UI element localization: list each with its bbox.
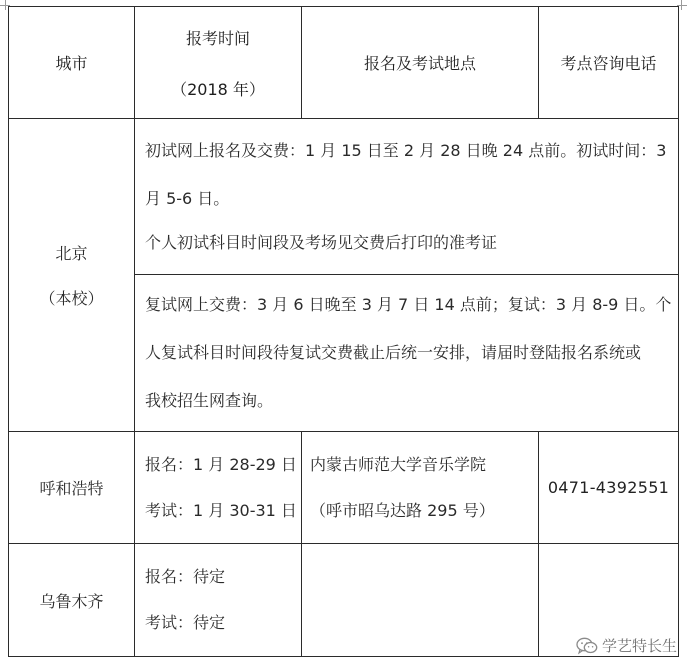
hohhot-phone-cell <box>539 432 679 544</box>
beijing-retest-line-2: 人复试科目时间段待复试交费截止后统一安排，请届时登陆报名系统或 <box>145 343 642 362</box>
city-cell-beijing <box>9 119 135 432</box>
crop-mark-top-right-v <box>681 0 682 10</box>
header-exam-time <box>135 7 302 119</box>
urumqi-time-cell <box>135 544 302 657</box>
wechat-icon <box>576 637 598 655</box>
hohhot-time-cell <box>135 432 302 544</box>
table-header-row <box>9 7 679 119</box>
hohhot-exam: 考试：1 月 30-31 日 <box>145 500 297 520</box>
beijing-prelim-line-3: 个人初试科目时间段及考场见交费后打印的准考证 <box>145 232 498 252</box>
city-cell-urumqi <box>9 544 135 657</box>
table-row-hohhot <box>9 432 679 544</box>
header-exam-time-label: 报考时间 <box>185 28 250 48</box>
hohhot-venue-address: （呼市昭乌达路 295 号） <box>310 500 495 520</box>
beijing-retest-line-3: 我校招生网查询。 <box>145 391 274 410</box>
beijing-prelim-line-2: 月 5-6 日。 <box>145 188 230 208</box>
urumqi-signup: 报名：待定 <box>145 567 226 586</box>
hohhot-venue-name: 内蒙古师范大学音乐学院 <box>310 454 487 474</box>
beijing-retest-line-1: 复试网上交费：3 月 6 日晚至 3 月 7 日 14 点前；复试：3 月 8-9 日。个 <box>145 295 672 314</box>
header-exam-year: （2018 年） <box>171 79 265 99</box>
city-cell-hohhot <box>9 432 135 544</box>
header-city: 城市 <box>9 7 135 119</box>
city-note-beijing: （本校） <box>39 289 104 308</box>
watermark-text: 学艺特长生 <box>601 637 677 655</box>
crop-mark-top-left-v <box>5 0 6 10</box>
urumqi-exam: 考试：待定 <box>145 613 226 632</box>
hohhot-venue-cell <box>302 432 539 544</box>
city-name-hohhot: 呼和浩特 <box>39 479 104 498</box>
beijing-prelim-cell <box>135 119 679 275</box>
wechat-watermark <box>576 635 677 656</box>
header-phone: 考点咨询电话 <box>539 7 679 119</box>
hohhot-signup: 报名：1 月 28-29 日 <box>145 454 297 474</box>
beijing-prelim-line-1: 初试网上报名及交费：1 月 15 日至 2 月 28 日晚 24 点前。初试时间：3 <box>145 140 667 160</box>
beijing-retest-cell <box>135 275 679 432</box>
city-name-beijing: 北京 <box>55 244 88 263</box>
hohhot-phone: 0471-4392551 <box>547 478 670 497</box>
exam-schedule-table <box>8 6 679 657</box>
header-location: 报名及考试地点 <box>302 7 539 119</box>
city-name-urumqi: 乌鲁木齐 <box>39 591 104 611</box>
table-row-beijing-prelim <box>9 119 679 275</box>
urumqi-venue-cell <box>302 544 539 657</box>
